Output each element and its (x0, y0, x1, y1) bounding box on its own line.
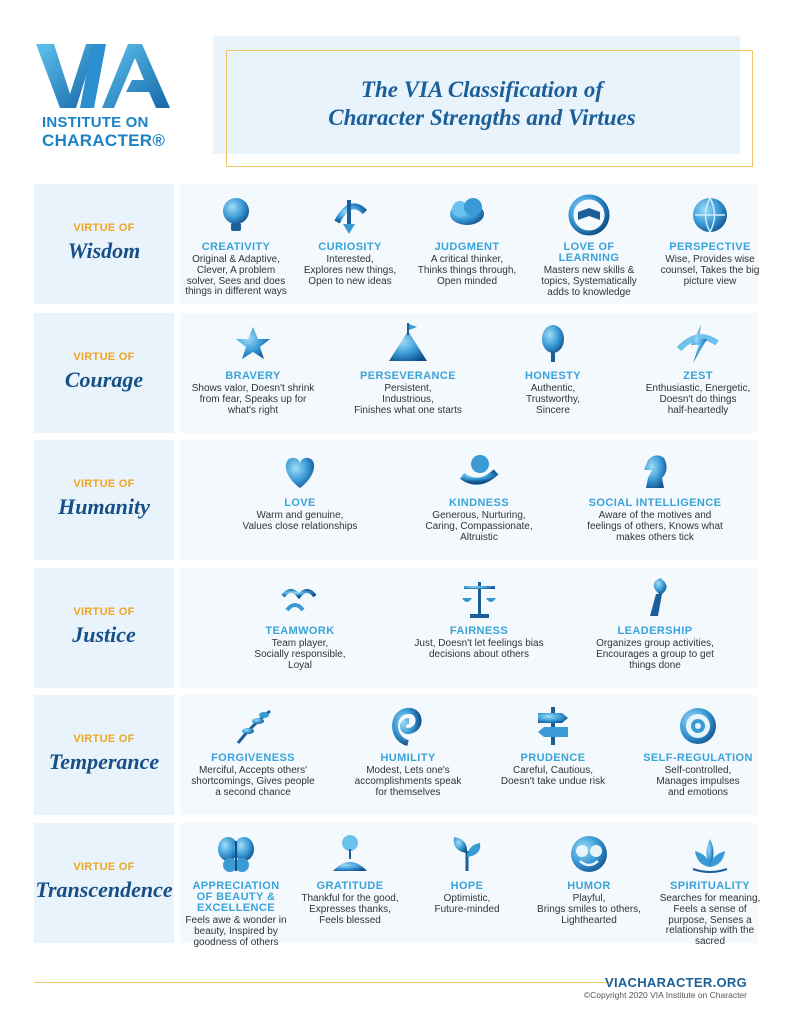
strength-description: Feels awe & wonder in beauty, Inspired by goodness of others (185, 915, 287, 948)
globe-icon (687, 192, 733, 238)
strength-description: Modest, Lets one's accomplishments speak for themselves (354, 765, 462, 798)
strength-description: Interested, Explores new things, Open to new ideas (303, 254, 397, 287)
strength-description: Team player, Socially responsible, Loyal (254, 638, 346, 671)
strength-item (338, 321, 478, 416)
virtue-prefix: VIRTUE OF (73, 733, 135, 745)
strength-item (180, 321, 326, 416)
footer-copyright: ©Copyright 2020 VIA Institute on Character (583, 990, 747, 1000)
strength-item (298, 192, 402, 287)
logo-line2: CHARACTER® (42, 131, 166, 150)
strength-item (490, 321, 616, 416)
virtue-name: Temperance (48, 749, 160, 774)
strength-description: Wise, Provides wise counsel, Takes the big picture view (660, 254, 760, 287)
strength-item (530, 192, 648, 298)
page-title (226, 76, 738, 132)
footer-url[interactable]: VIACHARACTER.ORG (604, 975, 747, 990)
virtue-box-temperance (34, 695, 174, 815)
virtue-label (34, 733, 174, 775)
book-icon (566, 192, 612, 238)
strength-name: BRAVERY (225, 370, 281, 382)
strength-description: Thankful for the good, Expresses thanks, Feels blessed (301, 893, 399, 926)
butterfly-icon (213, 831, 259, 877)
strength-name: HONESTY (525, 370, 581, 382)
virtue-prefix: VIRTUE OF (73, 478, 135, 490)
strength-description: Just, Doesn't let feelings bias decisions about others (414, 638, 544, 660)
strength-name: ZEST (683, 370, 713, 382)
strength-name: SPIRITUALITY (670, 880, 750, 892)
strength-description: Optimistic, Future-minded (434, 893, 500, 915)
star-icon (230, 321, 276, 367)
virtue-label (34, 606, 174, 648)
strength-name: KINDNESS (448, 497, 510, 509)
strength-name: SELF-REGULATION (643, 752, 753, 764)
virtue-prefix: VIRTUE OF (73, 222, 135, 234)
strength-description: Careful, Cautious, Doesn't take undue risk (500, 765, 606, 787)
chess-knight-icon (632, 448, 678, 494)
strength-item (628, 321, 768, 416)
strength-item (566, 576, 744, 671)
virtue-label (34, 222, 174, 264)
strength-description: A critical thinker, Thinks things through, Open minded (417, 254, 517, 287)
virtue-box-courage (34, 313, 174, 433)
strength-name: LOVE (284, 497, 316, 509)
strength-item (338, 703, 478, 798)
strength-item (490, 703, 616, 788)
strength-description: Generous, Nurturing, Caring, Compassionate, Altruistic (425, 510, 533, 543)
strength-name: PRUDENCE (520, 752, 586, 764)
mirror-icon (530, 321, 576, 367)
strength-description: Masters new skills & topics, Systematically adds to knowledge (541, 265, 637, 298)
virtue-label (34, 351, 174, 393)
strength-name: FORGIVENESS (211, 752, 295, 764)
virtue-name: Transcendence (35, 877, 173, 902)
glasses-face-icon (566, 831, 612, 877)
strength-description: Merciful, Accepts others' shortcomings, Gives people a second chance (191, 765, 315, 798)
strength-name: HUMILITY (380, 752, 436, 764)
strength-item (180, 703, 326, 798)
virtue-box-wisdom (34, 184, 174, 304)
title-line2: Character Strengths and Virtues (328, 105, 636, 130)
torch-icon (632, 576, 678, 622)
strength-name: CREATIVITY (201, 241, 271, 253)
olive-branch-icon (230, 703, 276, 749)
strength-description: Self-controlled, Manages impulses and emotions (656, 765, 740, 798)
strength-description: Aware of the motives and feelings of others, Knows what makes others tick (587, 510, 723, 543)
signpost-icon (530, 703, 576, 749)
swirl-icon (385, 703, 431, 749)
virtue-prefix: VIRTUE OF (73, 606, 135, 618)
strength-item (530, 831, 648, 926)
strength-description: Playful, Brings smiles to others, Lighthearted (537, 893, 641, 926)
strength-item (220, 576, 380, 671)
virtue-name: Courage (64, 367, 144, 392)
sprout-icon (444, 831, 490, 877)
strength-name: GRATITUDE (316, 880, 384, 892)
strength-item (654, 831, 766, 948)
virtue-box-transcendence (34, 823, 174, 943)
via-logo (36, 40, 196, 150)
strength-name: LEADERSHIP (617, 625, 693, 637)
virtue-name: Humanity (58, 494, 150, 519)
strength-item (298, 831, 402, 926)
strength-name: HOPE (450, 880, 484, 892)
strength-name: CURIOSITY (318, 241, 382, 253)
virtue-name: Wisdom (67, 238, 141, 263)
strength-name: FAIRNESS (449, 625, 509, 637)
strength-item (184, 192, 288, 298)
strength-item (410, 831, 524, 916)
virtue-label (34, 861, 174, 903)
strength-item (628, 703, 768, 798)
strength-name: APPRECIATION OF BEAUTY & EXCELLENCE (192, 880, 280, 914)
strength-name: PERSPECTIVE (669, 241, 751, 253)
strength-name: HUMOR (567, 880, 611, 892)
virtue-name: Justice (72, 622, 136, 647)
heart-icon (277, 448, 323, 494)
strength-item (654, 192, 766, 287)
strength-description: Shows valor, Doesn't shrink from fear, Speaks up for what's right (191, 383, 315, 416)
strength-name: PERSEVERANCE (360, 370, 456, 382)
strength-name: TEAMWORK (265, 625, 335, 637)
target-icon (675, 703, 721, 749)
strength-description: Warm and genuine, Values close relationships (242, 510, 358, 532)
strength-description: Authentic, Trustworthy, Sincere (526, 383, 580, 416)
strength-item (566, 448, 744, 543)
virtue-box-humanity (34, 440, 174, 560)
virtue-prefix: VIRTUE OF (73, 351, 135, 363)
gift-flower-icon (327, 831, 373, 877)
footer-divider (34, 982, 612, 983)
via-logo-mark (36, 40, 176, 112)
strength-item (404, 448, 554, 543)
strength-item (184, 831, 288, 948)
virtue-prefix: VIRTUE OF (73, 861, 135, 873)
strength-description: Searches for meaning, Feels a sense of purpose, Senses a relationship with the sacred (659, 893, 761, 948)
title-line1: The VIA Classification of (360, 77, 604, 102)
strength-name: JUDGMENT (434, 241, 500, 253)
strength-name: SOCIAL INTELLIGENCE (588, 497, 722, 509)
strength-description: Enthusiastic, Energetic, Doesn't do things half-heartedly (645, 383, 751, 416)
mountain-flag-icon (385, 321, 431, 367)
strength-item (220, 448, 380, 533)
cloud-icon (444, 192, 490, 238)
lightbulb-icon (213, 192, 259, 238)
logo-line1: INSTITUTE ON (42, 114, 149, 131)
strength-item (404, 576, 554, 661)
strength-description: Persistent, Industrious, Finishes what one starts (354, 383, 462, 416)
scales-icon (456, 576, 502, 622)
virtue-label (34, 478, 174, 520)
virtue-box-justice (34, 568, 174, 688)
shovel-icon (327, 192, 373, 238)
hands-icon (456, 448, 502, 494)
strength-description: Original & Adaptive, Clever, A problem solver, Sees and does things in different ways (185, 254, 287, 298)
birds-icon (277, 576, 323, 622)
strength-description: Organizes group activities, Encourages a group to get things done (596, 638, 714, 671)
lotus-icon (687, 831, 733, 877)
strength-item (410, 192, 524, 287)
strength-name: LOVE OF LEARNING (558, 241, 620, 264)
lightning-icon (675, 321, 721, 367)
